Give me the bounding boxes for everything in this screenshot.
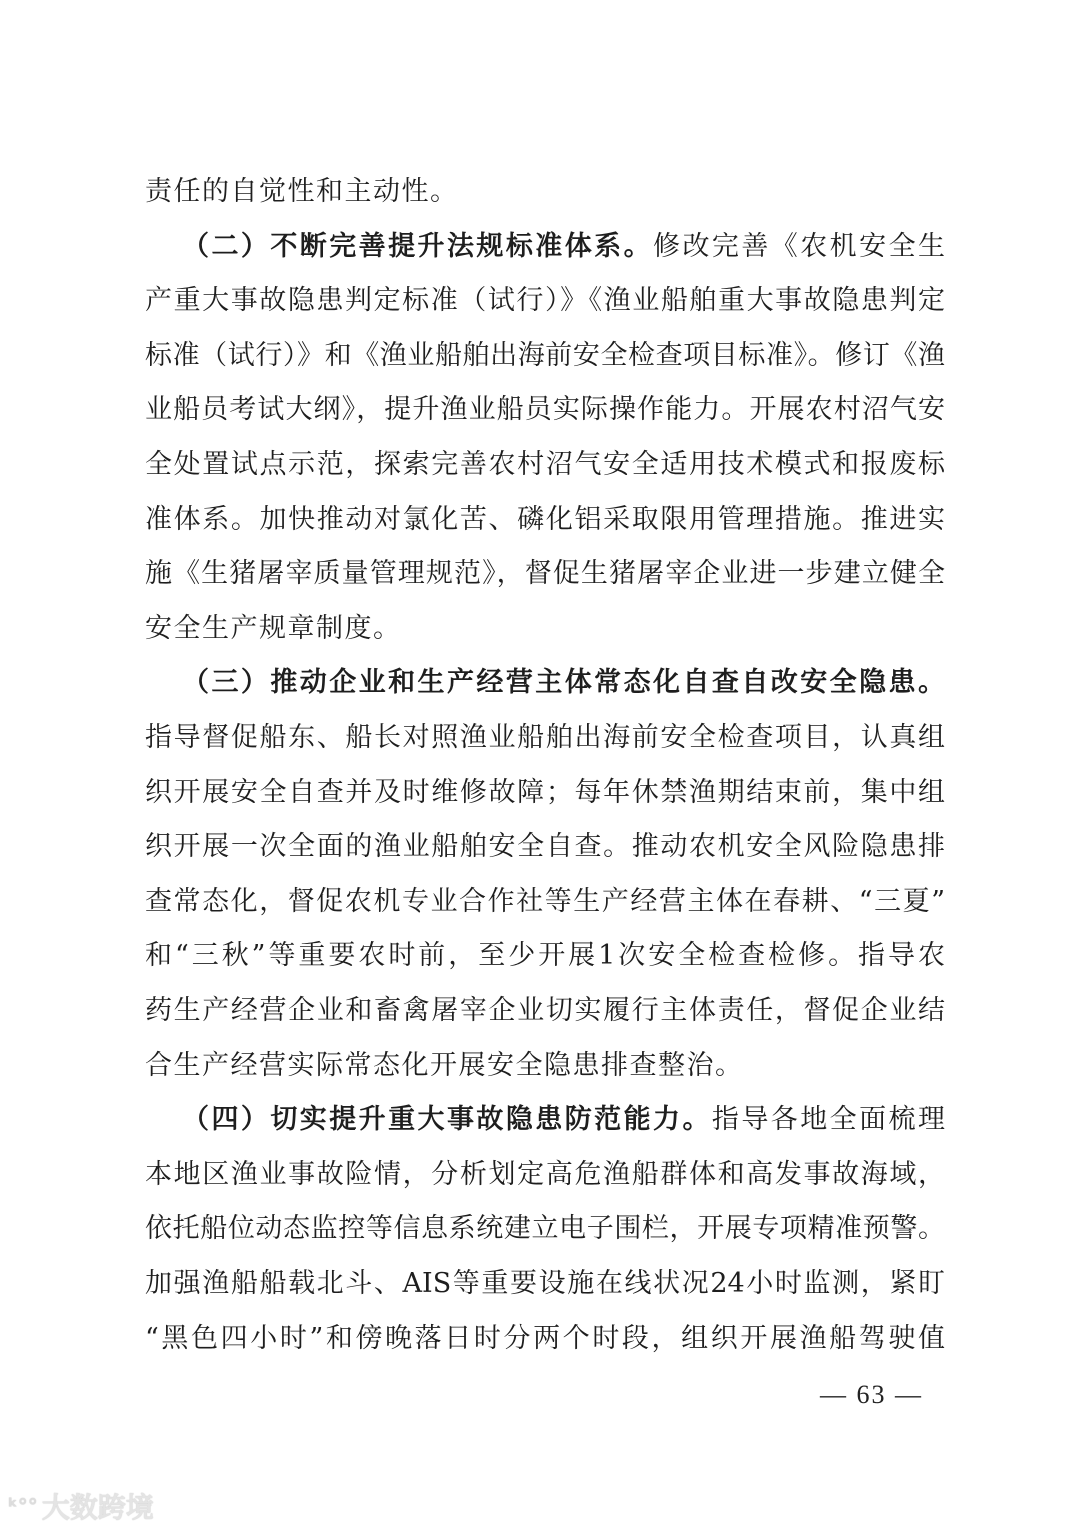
body-text: 产重大事故隐患判定标准（试行）》《渔业船舶重大事故隐患判定: [145, 285, 945, 317]
body-text: 加强渔船船载北斗、AIS等重要设施在线状况24小时监测，紧盯: [145, 1268, 945, 1299]
body-text: 药生产经营企业和畜禽屠宰企业切实履行主体责任，督促企业结: [145, 995, 945, 1026]
text-line: [145, 390, 945, 430]
body-text: 准体系。加快推动对氯化苦、磷化铝采取限用管理措施。推进实: [145, 503, 945, 535]
body-text: 依托船位动态监控等信息系统建立电子围栏，开展专项精准预警。: [145, 1213, 945, 1245]
text-line: [145, 1046, 945, 1086]
body-text: 责任的自觉性和主动性。: [145, 176, 459, 207]
body-text: 织开展一次全面的渔业船舶安全自查。推动农机安全风险隐患排: [145, 831, 945, 863]
section-heading: （四）切实提升重大事故隐患防范能力。: [182, 1104, 712, 1136]
text-line: [145, 445, 945, 485]
text-line: [145, 718, 945, 758]
section-heading-line: [182, 227, 945, 267]
body-text: 织开展安全自查并及时维修故障；每年休禁渔期结束前，集中组: [145, 776, 945, 808]
body-text: 业船员考试大纲》，提升渔业船员实际操作能力。开展农村沼气安: [145, 394, 945, 426]
body-text: “黑色四小时”和傍晚落日时分两个时段，组织开展渔船驾驶值: [145, 1322, 945, 1354]
page-number: — 63 —: [820, 1380, 923, 1409]
text-line: [145, 882, 945, 922]
section-heading-line: [182, 1100, 945, 1140]
text-line: [145, 281, 945, 321]
body-text: 标准（试行）》和《渔业船舶出海前安全检查项目标准》。修订《渔: [145, 339, 945, 371]
text-line: [145, 827, 945, 867]
text-line: [145, 1209, 945, 1249]
text-line: [145, 1155, 945, 1195]
watermark-text: 大数跨境: [41, 1491, 154, 1524]
section-heading-line: [182, 663, 945, 703]
body-text: 指导各地全面梳理: [711, 1104, 946, 1136]
text-line: [145, 1264, 945, 1304]
body-text: 指导督促船东、船长对照渔业船舶出海前安全检查项目，认真组: [145, 722, 945, 753]
text-line: [145, 991, 945, 1031]
watermark: [8, 1486, 154, 1526]
text-line: [145, 500, 945, 540]
body-text: 全处置试点示范，探索完善农村沼气安全适用技术模式和报废标: [145, 449, 945, 480]
text-line: [145, 936, 945, 976]
text-line: [145, 336, 945, 376]
body-text: 合生产经营实际常态化开展安全隐患排查整治。: [145, 1049, 744, 1081]
body-text: 安全生产规章制度。: [145, 612, 402, 644]
body-text: 施《生猪屠宰质量管理规范》，督促生猪屠宰企业进一步建立健全: [145, 558, 945, 590]
section-heading: （三）推动企业和生产经营主体常态化自查自改安全隐患。: [182, 667, 945, 699]
body-text: 修改完善《农机安全生: [653, 230, 946, 262]
text-line: [145, 773, 945, 813]
text-line: [145, 1319, 945, 1359]
body-text: 和“三秋”等重要农时前，至少开展1次安全检查检修。指导农: [145, 940, 945, 972]
body-text: 查常态化，督促农机专业合作社等生产经营主体在春耕、“三夏”: [145, 885, 945, 917]
section-heading: （二）不断完善提升法规标准体系。: [182, 230, 654, 262]
watermark-logo-icon: ᵏ°°: [8, 1494, 38, 1518]
text-line: [145, 172, 945, 212]
text-line: [145, 554, 945, 594]
text-line: [145, 609, 945, 649]
body-text: 本地区渔业事故险情，分析划定高危渔船群体和高发事故海域，: [145, 1158, 945, 1190]
